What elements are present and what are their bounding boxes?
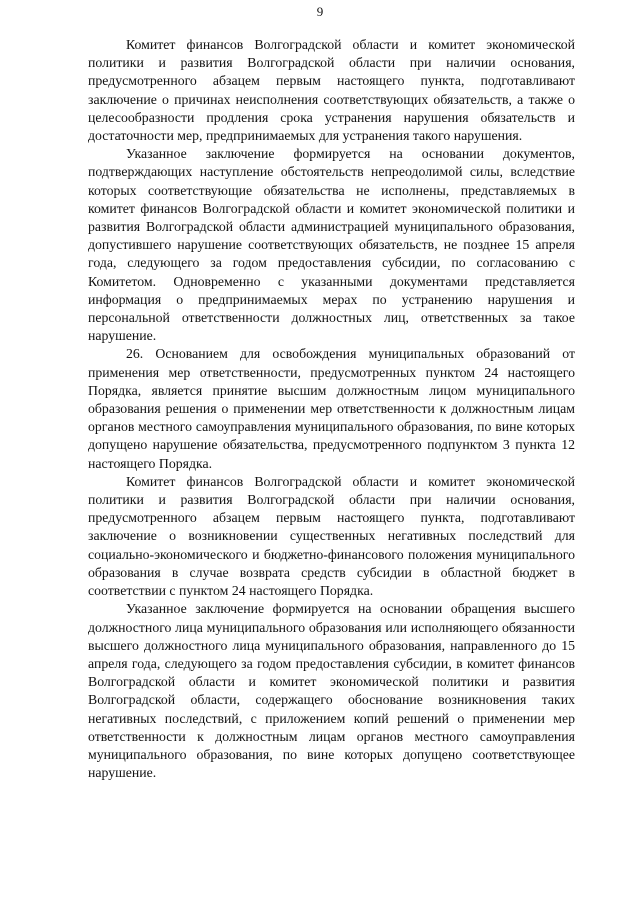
paragraph-1: Комитет финансов Волгоградской области и комитет экономической политики и развития Волгоградской области при наличии основания, предусмотренного абзацем первым настоящего пункта, подготавливают заключение о причинах неисполнения соответствующих обязательств, а также о целесообразности продления срока устранения нарушения обязательств и достаточности мер, предпринимаемых для устранения такого нарушения. xyxy=(88,37,575,144)
document-body xyxy=(88,36,575,782)
paragraph-2: Указанное заключение формируется на основании документов, подтверждающих наступление обстоятельств непреодолимой силы, вследствие которых соответствующие обязательства не исполнены, представляемых в комитет финансов Волгоградской области и комитет экономической политики и развития Волгоградской области администрацией муниципального образования, допустившего нарушение соответствующих обязательств, не позднее 15 апреля года, следующего за годом предоставления субсидии, по согласованию с Комитетом. Одновременно с указанными документами представляется информация о предпринимаемых мерах по устранению нарушения и персональной ответственности должностных лиц, ответственных за такое нарушение. xyxy=(88,146,575,344)
paragraph-4: Комитет финансов Волгоградской области и комитет экономической политики и развития Волгоградской области при наличии основания, предусмотренного абзацем первым настоящего пункта, подготавливают заключение о возникновении существенных негативных последствий для социально-экономического и бюджетно-финансового положения муниципального образования в случае возврата средств субсидии в областной бюджет в соответствии с пунктом 24 настоящего Порядка. xyxy=(88,473,575,599)
paragraph-3: 26. Основанием для освобождения муниципальных образований от применения мер ответственности, предусмотренных пунктом 24 настоящего Порядка, является принятие высшим должностным лицом муниципального образования решения о применении мер ответственности к должностным лицам органов местного самоуправления муниципального образования, по вине которых допущено нарушение обязательства, предусмотренного подпунктом 3 пункта 12 настоящего Порядка. xyxy=(88,346,575,471)
page-number: 9 xyxy=(316,4,324,19)
paragraph-5: Указанное заключение формируется на основании обращения высшего должностного лица муниципального образования или исполняющего обязанности высшего должностного лица муниципального образования, направленного до 15 апреля года, следующего за годом предоставления субсидии, в комитет финансов Волгоградской области и комитет экономической политики и развития Волгоградской области, содержащего обоснование возникновения таких негативных последствий, с приложением копий решений о применении мер ответственности к должностным лицам органов местного самоуправления муниципального образования, по вине которых допущено соответствующее нарушение. xyxy=(88,601,575,781)
